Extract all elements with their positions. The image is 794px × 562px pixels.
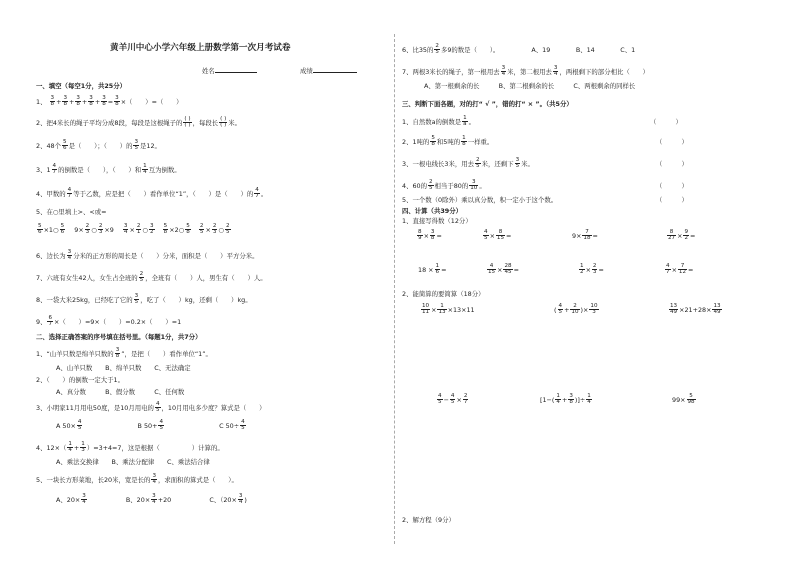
choice-5: 5、一块长方形菜地，长20米，宽是长的 $\frac{3}{4}$ ，求面积的算式是（ ）。 [36,473,238,486]
judge-2: 2、1吨的 $\frac{5}{8}$ 和5吨的 $\frac{1}{8}$ 一样重。 [402,135,494,148]
choice-4: 4、12×（ $\frac{1}{4}$ + $\frac{1}{3}$ ）=3+4=7，这是根据（ ）计算的。 [36,441,224,454]
choice-4-options: A、乘法交换律 B、乘法分配律 C、乘法结合律 [56,458,210,466]
section-2-heading: 二、选择正确答案的序号填在括号里。（每题1分，共7分） [36,333,202,341]
question-5: 4、甲数的 $\frac{4}{7}$ 等于乙数，应是把（ ）看作单位“1”，（ ）是（ ）的 $\frac{4}{7}$ 。 [36,187,268,200]
question-3: 2、48个 $\frac{5}{6}$ 是（ ）；（ ）的 $\frac{3}{5}$ 是12。 [36,139,161,152]
compare-items: $\frac{5}{6}$ ×1○ $\frac{5}{6}$ 9× $\frac{2}{3}$ ○ $\frac{2}{3}$ ×9 $\frac{3}{4}$ × $\frac{2}{1}$ ○ $\frac{3}{2}$ $\frac{5}{8}$ ×2○ $\frac{5}{8}$ $\frac{2}{5}$ × $\frac{2}{3}$ ○ $\frac{2}{5}$ [38,223,230,236]
judge-4: 4、60的 $\frac{2}{5}$ 相当于80的 $\frac{3}{10}$ 。 [402,179,486,192]
calc-item: [1−( $\frac{1}{4}$ + $\frac{3}{8}$ )]÷ $\frac{1}{4}$ [540,393,591,406]
judge-4-answer[interactable]: （ ） [656,182,688,190]
choice-2: 2、（ ）的倒数一定大于1。 [36,376,125,384]
judge-1-answer[interactable]: （ ） [650,118,682,126]
section-4-heading: 四、计算（共39分） [402,207,463,215]
name-field: 姓名 [202,66,257,75]
calc-item: 99× $\frac{5}{98}$ [672,393,695,406]
calc-item: $\frac{8}{27}$ × $\frac{9}{2}$ = [668,229,696,242]
choice-3: 3、小明家11月用电50度，是10月用电的 $\frac{4}{5}$ ，10月用电多少度？算式是（ ） [36,401,266,414]
choice-5-options: A、20× $\frac{3}{4}$ B、20× $\frac{3}{4}$ +20 C、（20× $\frac{3}{4}$ ) [56,493,247,506]
judge-5-answer[interactable]: （ ） [656,196,688,204]
calc-item: $\frac{1}{2}$ × $\frac{2}{3}$ = [580,263,604,276]
section-1-heading: 一、填空（每空1分，共25分） [36,82,127,90]
choice-1: 1、“山羊只数是绵羊只数的 $\frac{3}{8}$ ”，是把（ ）看作单位“1”。 [36,347,212,360]
calc-item: 9× $\frac{7}{18}$ = [572,229,598,242]
right-column [402,0,774,562]
question-10: 9、 $\frac{6}{7}$ ×（ ）=9×（ ）=0.2×（ ）=1 [36,315,182,328]
choice-7: 7、两根3米长的绳子，第一根用去 $\frac{3}{4}$ 米，第二根用去 $\frac{3}{4}$ ，两根剩下的部分相比（ ） [402,65,649,78]
page-title: 黄羊川中心小学六年级上册数学第一次月考试卷 [110,43,291,53]
calc-part-1: 1、直接写得数（12分） [402,217,472,225]
calc-item: 18 × $\frac{1}{6}$ = [418,263,447,276]
calc-part-3: 2、解方程（9分） [402,516,455,524]
judge-1: 1、自然数a的倒数是 $\frac{1}{a}$ 。 [402,115,476,128]
calc-item: $\frac{4}{7}$ × $\frac{7}{12}$ = [666,263,694,276]
score-field: 成绩 [300,66,357,75]
left-column [30,0,388,562]
question-9: 8、一袋大米25kg，已经吃了它的 $\frac{3}{5}$ ，吃了（ ）kg，还剩（ ）kg。 [36,293,252,306]
calc-item: $\frac{10}{11}$ × $\frac{1}{13}$ ×13×11 [422,303,475,316]
choice-2-options: A、真分数 B、假分数 C、任何数 [56,388,185,396]
choice-7-options: A、第一根剩余的长 B、第二根剩余的长 C、两根剩余的同样长 [424,82,636,90]
section-3-heading: 三、判断下面各题，对的打“ √ ”，错的打“ × ”。（共5分） [402,100,573,108]
question-4: 3、1 $\frac{4}{7}$ 的倒数是（ ），（ ）和 $\frac{1}{4}$ 互为倒数。 [36,163,181,176]
question-2: 2、把4米长的绳子平均分成8段，每段是这根绳子的 ( ) ( ) ，每段长 ( ) ( ) 米。 [36,116,242,129]
choice-6: 6、比35的 $\frac{2}{5}$ 多9的数是（ ）。 A、19 B、14 C、1 [402,43,636,56]
choice-3-options: A 50× $\frac{4}{5}$ B 50+ $\frac{4}{5}$ C 50÷ $\frac{4}{5}$ [56,419,245,432]
calc-item: $\frac{4}{15}$ × $\frac{28}{45}$ = [488,263,519,276]
column-divider [394,34,395,544]
judge-3: 3、一根电线长3米，用去 $\frac{2}{5}$ 米，还剩下 $\frac{3}{5}$ 米。 [402,157,534,170]
calc-item: $\frac{4}{5}$ − $\frac{4}{5}$ × $\frac{2}{7}$ [438,393,468,406]
calc-item: $\frac{8}{9}$ × $\frac{3}{8}$ = [418,229,442,242]
judge-3-answer[interactable]: （ ） [656,160,688,168]
question-1: 1、 $\frac{3}{8}$ + $\frac{3}{8}$ + $\frac{3}{8}$ + $\frac{3}{8}$ + $\frac{3}{8}$ = $\frac{3}{8}$ ×（ ）=（ ） [36,95,183,108]
question-7: 6、边长为 $\frac{3}{4}$ 分米的正方形的周长是（ ）分米，面积是（ ）平方分米。 [36,249,259,262]
judge-5: 5、一个数（0除外）乘以真分数，积一定小于这个数。 [402,196,558,204]
calc-item: $\frac{4}{5}$ × $\frac{8}{15}$ = [484,229,512,242]
calc-item: $\frac{13}{49}$ ×21+28× $\frac{13}{49}$ [670,303,721,316]
judge-2-answer[interactable]: （ ） [656,138,688,146]
question-6: 5、在○里填上>、<或= [36,208,107,216]
question-8: 7、六班有女生42人，女生占全班的 $\frac{2}{5}$ ，全班有（ ）人，男生有（ ）人。 [36,271,267,284]
calc-part-2: 2、能简算的要简算（18分） [402,290,485,298]
calc-item: ( $\frac{4}{5}$ + $\frac{2}{10}$ )× $\frac{10}{3}$ [554,303,598,316]
choice-1-options: A、山羊只数 B、绵羊只数 C、无法确定 [56,364,191,372]
